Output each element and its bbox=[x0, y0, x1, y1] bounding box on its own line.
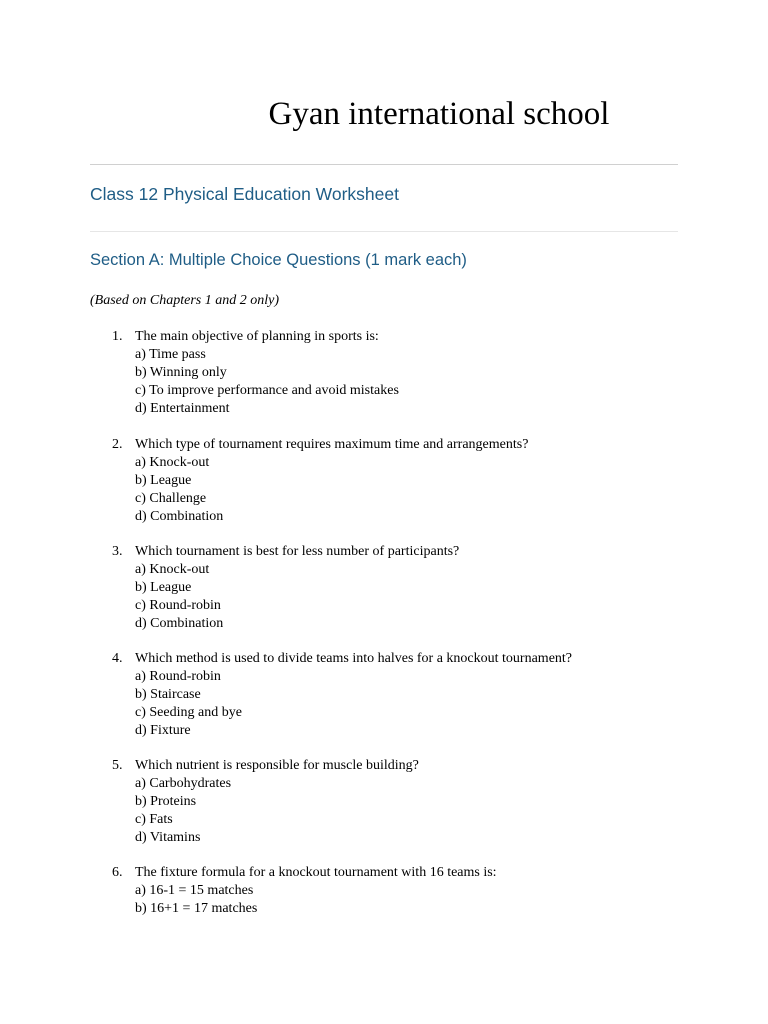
option: b) 16+1 = 17 matches bbox=[135, 901, 258, 916]
option-list bbox=[135, 668, 242, 740]
question-text: Which method is used to divide teams into halves for a knockout tournament? bbox=[135, 651, 573, 666]
question-text: The main objective of planning in sports is: bbox=[135, 329, 379, 344]
question-number: 5. bbox=[112, 758, 123, 773]
question-text: The fixture formula for a knockout tournament with 16 teams is: bbox=[135, 865, 497, 880]
question-text: Which nutrient is responsible for muscle building? bbox=[135, 758, 419, 773]
option: c) Seeding and bye bbox=[135, 705, 242, 720]
option: a) Time pass bbox=[135, 347, 206, 362]
option: a) Round-robin bbox=[135, 669, 221, 684]
option: c) To improve performance and avoid mistakes bbox=[135, 383, 399, 398]
option: b) Staircase bbox=[135, 687, 201, 702]
option: d) Combination bbox=[135, 616, 224, 631]
question-text: Which type of tournament requires maximum time and arrangements? bbox=[135, 437, 529, 452]
option-list bbox=[135, 561, 223, 633]
section-title: Section A: Multiple Choice Questions (1 mark each) bbox=[90, 251, 467, 269]
question-number: 1. bbox=[112, 329, 123, 344]
option: b) Proteins bbox=[135, 794, 197, 809]
question-number: 6. bbox=[112, 865, 123, 880]
question-text: Which tournament is best for less number of participants? bbox=[135, 544, 460, 559]
option: d) Entertainment bbox=[135, 401, 230, 416]
option: c) Fats bbox=[135, 812, 173, 827]
option: b) Winning only bbox=[135, 365, 227, 380]
option: c) Challenge bbox=[135, 491, 207, 506]
option: b) League bbox=[135, 473, 192, 488]
option: a) Knock-out bbox=[135, 455, 210, 470]
question-number: 2. bbox=[112, 437, 123, 452]
school-name: Gyan international school bbox=[268, 96, 610, 132]
option: b) League bbox=[135, 580, 192, 595]
option: d) Combination bbox=[135, 509, 224, 524]
option-list bbox=[135, 882, 257, 918]
question-number: 4. bbox=[112, 651, 123, 666]
option-list bbox=[135, 454, 223, 526]
option: a) Carbohydrates bbox=[135, 776, 232, 791]
option: a) Knock-out bbox=[135, 562, 210, 577]
option: a) 16-1 = 15 matches bbox=[135, 883, 254, 898]
worksheet-title: Class 12 Physical Education Worksheet bbox=[90, 184, 399, 204]
option-list bbox=[135, 775, 231, 847]
chapters-note: (Based on Chapters 1 and 2 only) bbox=[90, 293, 279, 308]
option: c) Round-robin bbox=[135, 598, 221, 613]
question-number: 3. bbox=[112, 544, 123, 559]
option-list bbox=[135, 346, 399, 418]
option: d) Fixture bbox=[135, 723, 191, 738]
option: d) Vitamins bbox=[135, 830, 201, 845]
